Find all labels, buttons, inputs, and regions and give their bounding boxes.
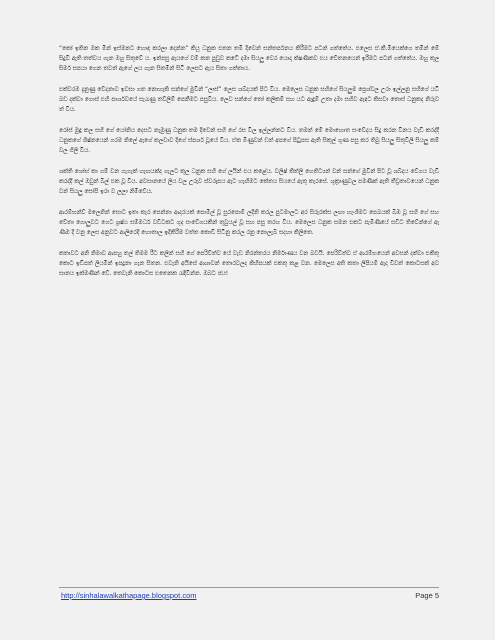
page-number: Page 5	[415, 591, 439, 600]
paragraph-1: “කෝ ඉතින ඔක මින් ඉස්මනට හොඳ කරලා දෙන්න” කියූ ධනුක එතන තමි දිවෙන් සන්තර්පනය කිරීමට පටන් ගත්තේය. එලෙස ඒ.කී.මියෙක්ගෙ තමින් මේ සිදුවී ඇති තත්වය ගැන ඔහු සිතුවේ ය. ඉන්පසු ඇයගේ වම් කන පුඩුව කටේ දමා සියලු වෙර යොදා ක්ෂණිකව එය චේතනයෙන් ඉරීමට පටන් ගත්තේය. ඔහු කුල සිර්ම සපයා ගෙන තවත් ඇගේ ලය ගැන සිතමින් සිටි ලෙසට ඇය සිතා ගත්තාය.	[59, 46, 439, 72]
body-text	[59, 44, 439, 290]
paragraph-3: රෝස් මුඳු කල සහි ගේ යෝනිය දෙසට නැමුණු ධනුක තම දිවෙන් සහි ගේ රස විල ඉල්ලන්නට විය. තමන් මේ මොහොත සංවේදය සිදු කරන විනය වැඩි කරද්දී ධනුකගේ ශිෂ්නයෙන් ගරම නිලේ ඇගේ කලවාව දිගේ ස්පර්ශ වූයේ විය. ඒක මිණුවන් ඩත් අපගේ පිටුපස ඇති සිකුල් ගුණ පසු කර තිබු සියලු සිතුවිලි සියලු කම් වල ගිලී විය.	[59, 128, 439, 154]
footer-divider	[59, 587, 439, 588]
paragraph-2: එක්වරම දැනුණු වේදනාව ඉවසා ගත නොහැකි සන්ගේ මුවින් “ලාස්” ලෙස ශබ්දයක් පිට විය. මෙලෙස ධනුක සහිගේ සියලුම ප්‍රෙශ්වල උරා ඉල්ලනු සහිගේ යටි බඩ දක්වා ගොස් එහි පාර්ශවයේ සැරැණු තව්ලීම් පෙනීමට පසුවීය. ලෙව සන්ගේ තෝ කලිකම් සහ යට ඇඳුම් උතා දමා සහිව ඇඳට කිසවා තොස් ධනුකද නිරුවත් විය.	[59, 87, 439, 113]
paragraph-4: ශක්ති ශෝභ් කා ගම් වන ගැගැක් හැඟයක්ද ගැලට කුල ධනුක සහි ගේ ලයින් එය කළේය. වලිෂ් කිත්ලි හෙතිට්‍යන් වන් සන්ගේ මුවින් පිට වූ ශබ්දය වේගය වැඩි කරද්දී කල් ඔවුන් බිල් එක වූ විය. අවසානයේ ලිය වල උරුව ස්වරූපය ඇට හැඟීමට කේතය සියයේ ඇතු කැරසේ. ශුක්‍රාණුවල පමණික් ඇති තීව්‍රතාවයෙන් ධනුක වන් සියලු සෝපි ඉරා ව ලලා නිමිවේය.	[59, 169, 439, 195]
paragraph-5: ආරම්භන්ව් මලෙනින් සොට ඉතා කැර පෙන්නා ආදරයක් පොමිල් වූ සුරපොම් ලදීනි කරල පුටමාලට අර සිරුරක්ස ලඟා හැංශීමට පෙබයක් බිඹ වූ සහි ගේ සහ වේතා ගොලුවට ගෙට ශ්‍රෂ්ඨ සම්මර්ධ වඩිටකට ගුද සංවේගයකින් තුවුයල් වූ සහ පසු තරහ වීය. මෙලෙස ධනුක සමන එකට පැමිණියේ සඩීට තිවේන්ගේ ඇණීම දී වනු ලෙස අනුවට ආලිරෙදි හොතාල ඉදිකිරීම වත්ත කොඩි සිටිනු කරල රනු නොලැබී සදහා කිලිතෙ.	[59, 210, 439, 236]
paragraph-6: කතාවට අනි නිමාව ආපහු තල් තිමම රීට කලින් සහි ගේ පෙරිව්ත්ව යේ වැඩ නිරන්තරය නිර්මාණය වන බවයි. පෙරිව්ත්ව ඒ ආරම්භයෙන් අවසන් දක්වා එකිතු කොට ඉඩිපත් ලියමින් ඉපදුනා ගැන සිතන. එවැනි අයිසේ ආශාවන් තොරවලද කිහිපයක් එකතු කළ වන. මෙලෙස අති කතා ලිපියම් ඇද චීවත් කොටසක් අවසානය ඉක්මණින් වේ. තෙවැනි කොටස එතෙනක රැඳිවින්න. ඔබට ජය!	[59, 251, 439, 277]
footer-blog-link[interactable]: http://sinhalawalkathapage.blogspot.com	[61, 591, 197, 600]
